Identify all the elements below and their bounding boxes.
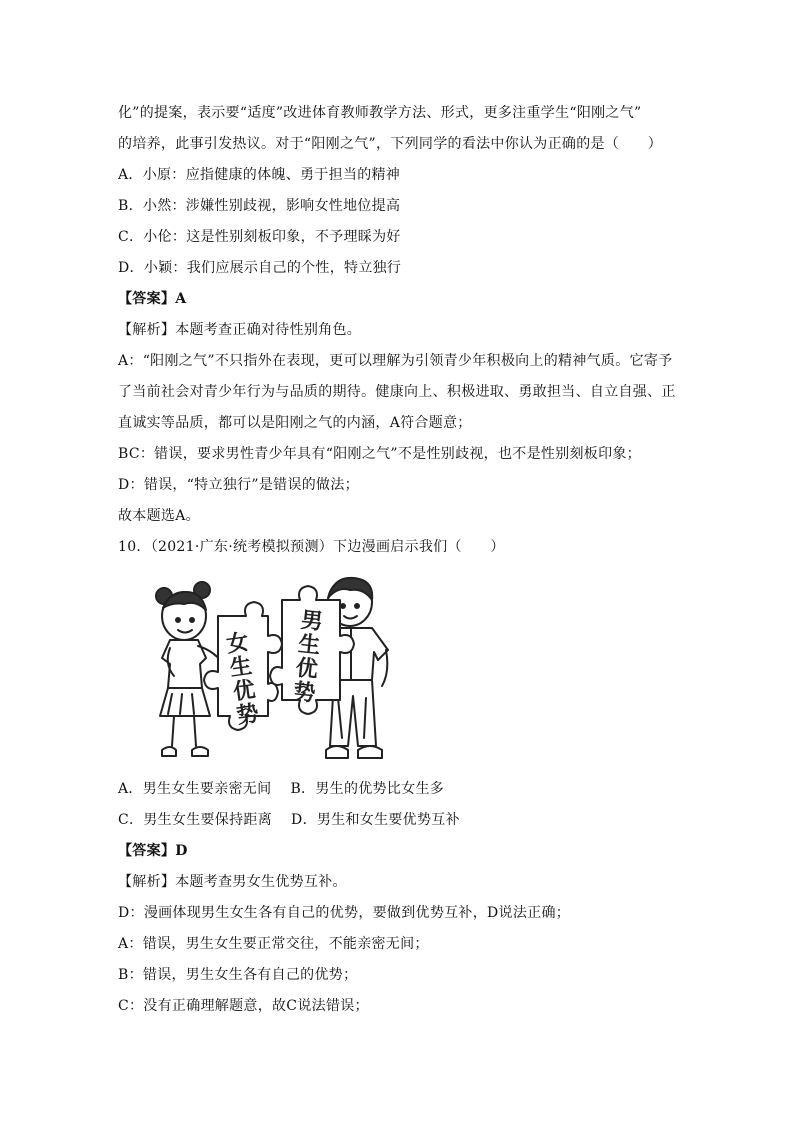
- q10-options-row-1: A．男生女生要亲密无间 B．男生的优势比女生多: [118, 781, 445, 797]
- q9-option-d: D．小颖：我们应展示自己的个性，特立独行: [118, 260, 402, 276]
- q10-analysis-line: D：漫画体现男生女生各有自己的优势，要做到优势互补，D说法正确；: [118, 905, 571, 921]
- q10-analysis-line: A：错误，男生女生要正常交往，不能亲密无间；: [118, 936, 429, 952]
- left-puzzle-char: 生: [228, 653, 254, 682]
- q10-analysis-title: 【解析】本题考查男女生优势互补。: [118, 874, 347, 890]
- q9-stem-line-1: 化”的提案，表示要“适度”改进体育教师教学方法、形式，更多注重学生“阳刚之气”: [118, 105, 642, 121]
- q9-analysis-line: D：错误，“特立独行”是错误的做法；: [118, 477, 359, 493]
- q9-analysis-line: 直诚实等品质，都可以是阳刚之气的内涵，A符合题意；: [118, 415, 472, 431]
- q9-option-a: A．小原：应指健康的体魄、勇于担当的精神: [118, 167, 401, 183]
- left-puzzle-char: 势: [234, 701, 261, 730]
- q9-analysis-title: 【解析】本题考查正确对待性别角色。: [118, 322, 362, 338]
- q9-analysis-line: 了当前社会对青少年行为与品质的期待。健康向上、积极进取、勇敢担当、自立自强、正: [118, 384, 676, 400]
- q10-analysis-line: C：没有正确理解题意，故C说法错误；: [118, 998, 369, 1014]
- q10-stem: 10．（2021·广东·统考模拟预测）下边漫画启示我们（ ）: [118, 539, 505, 555]
- girl-figure: [156, 582, 222, 756]
- q9-analysis-line: A：“阳刚之气”不只指外在表现，更可以理解为引领青少年积极向上的精神气质。它寄予: [118, 353, 673, 369]
- q9-option-c: C．小伦：这是性别刻板印象，不予理睬为好: [118, 229, 401, 245]
- q10-analysis-line: B：错误，男生女生各有自己的优势；: [118, 967, 358, 983]
- left-puzzle-char: 女: [224, 629, 251, 658]
- cartoon-illustration: [150, 568, 412, 768]
- right-puzzle-char: 男: [299, 607, 325, 636]
- q9-conclusion: 故本题选A。: [118, 508, 200, 524]
- right-puzzle-char: 势: [292, 679, 317, 707]
- q10-options-row-2: C．男生女生要保持距离 D．男生和女生要优势互补: [118, 812, 460, 828]
- q9-answer: 【答案】A: [118, 291, 187, 307]
- q10-answer: 【答案】D: [118, 843, 188, 859]
- q9-analysis-line: BC：错误，要求男性青少年具有“阳刚之气”不是性别歧视，也不是性别刻板印象；: [118, 446, 641, 462]
- right-puzzle-char: 生: [297, 631, 322, 659]
- q9-stem-line-2: 的培养，此事引发热议。对于“阳刚之气”，下列同学的看法中你认为正确的是（ ）: [118, 136, 663, 152]
- right-puzzle-char: 优: [294, 655, 320, 683]
- left-puzzle-char: 优: [231, 677, 257, 706]
- q9-option-b: B．小然：涉嫌性别歧视，影响女性地位提高: [118, 198, 401, 214]
